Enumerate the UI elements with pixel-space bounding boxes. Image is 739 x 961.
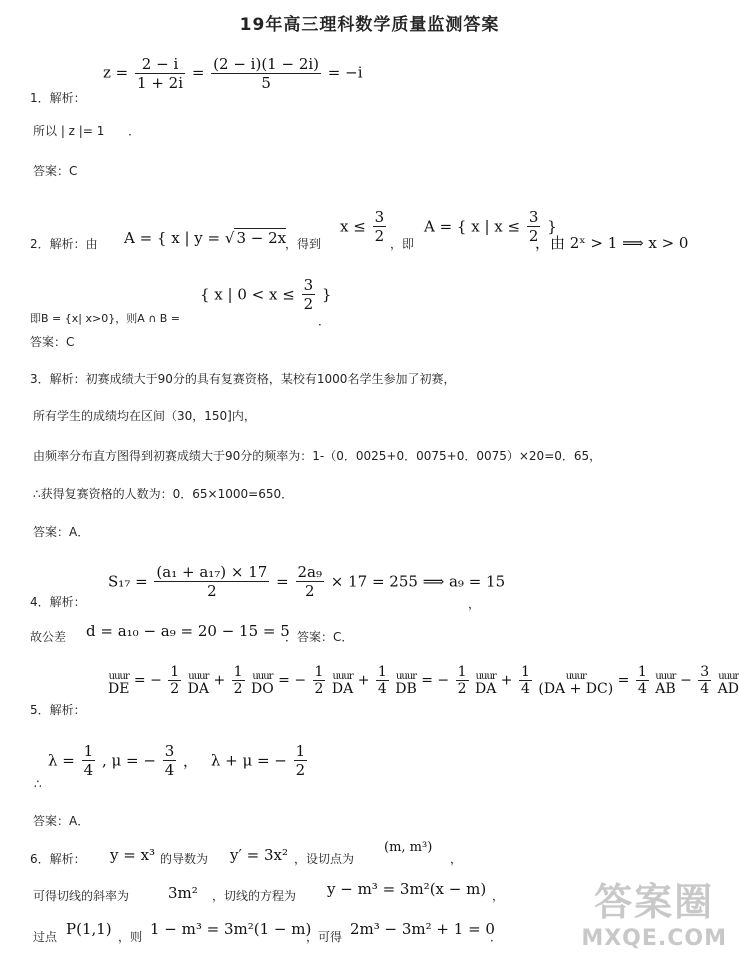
q2-set-res-text: { x | 0 < x ≤ <box>200 285 295 304</box>
q5-frac-c <box>313 664 326 697</box>
q6-P: P(1,1) <box>66 920 112 938</box>
q5-DA-1: DA <box>187 681 209 697</box>
q5-ff-den: 4 <box>520 681 530 697</box>
q5-vec-DO <box>251 673 274 697</box>
q5-fh-num: 3 <box>700 664 710 680</box>
q1-label: 1．解析： <box>30 91 86 105</box>
q5-fe-den: 2 <box>457 681 467 697</box>
watermark-url: MXQE.COM <box>581 926 727 951</box>
q5-arrow-5: uuur <box>395 671 417 682</box>
q1-den1: 1 + 2i <box>137 74 184 92</box>
q3-line3: 由频率分布直方图得到初赛成绩大于90分的频率为：1-（0．0025+0．0075+0．0075）×20=0．65， <box>33 449 602 463</box>
q6-deriv-text: 的导数为 <box>160 852 209 866</box>
q5-eq1: = − <box>133 672 162 689</box>
q5-fc-num: 1 <box>314 664 324 680</box>
q3-line1: 3．解析：初赛成绩大于90分的具有复赛资格，某校有1000名学生参加了初赛， <box>30 372 456 386</box>
q5-mu-num: 3 <box>164 742 175 760</box>
q5-fa-den: 2 <box>170 681 180 697</box>
page-title: 19年高三理科数学质量监测答案 <box>239 15 500 35</box>
q2-setA2-close: } <box>547 217 557 236</box>
q5-fb-num: 1 <box>233 664 243 680</box>
q5-fe-num: 1 <box>457 664 467 680</box>
q2-sqrt-expr: 3 − 2x <box>236 229 287 247</box>
q5-vec-AB <box>655 673 675 697</box>
q1-eq-lhs: z = <box>103 63 129 82</box>
q1-fraction-2 <box>211 55 321 92</box>
q2-frac3-num: 3 <box>303 276 314 294</box>
watermark <box>581 871 727 951</box>
q4-line2-prefix: 故公差 <box>30 630 67 644</box>
q1-num1: 2 − i <box>135 55 185 74</box>
q5-sum-den: 2 <box>295 761 306 779</box>
q6-tail2: ， <box>492 889 505 903</box>
q1-eq-mid: = <box>191 63 205 82</box>
q5-sum-num: 1 <box>295 742 306 760</box>
q5-minus: − <box>680 672 692 689</box>
q6-line2-b: ，切线的方程为 <box>212 889 297 903</box>
q5-frac-a <box>168 664 181 697</box>
q6-slope: 3m² <box>168 884 198 902</box>
q5-sum: λ + μ = − <box>210 751 287 770</box>
q5-fh-den: 4 <box>700 681 710 697</box>
q5-plus-2: + <box>357 672 370 689</box>
q5-DO: DO <box>251 681 274 697</box>
q5-frac-g <box>636 664 649 697</box>
q6-tail1: ， <box>450 852 463 866</box>
q2-set-res-close: } <box>321 285 332 304</box>
q2-x-le-text: x ≤ <box>340 217 366 236</box>
q1-line2-tail: ． <box>128 124 141 138</box>
q6-line2-a: 可得切线的斜率为 <box>33 889 130 903</box>
q2-x-le <box>340 208 388 245</box>
q1-den2: 5 <box>261 74 271 92</box>
q4-line2-tail: ．答案：C． <box>285 630 354 644</box>
q2-you: ，由 2ˣ > 1 ⟹ x > 0 <box>535 234 689 252</box>
q6-eq4: 2m³ − 3m² + 1 = 0 <box>350 920 495 938</box>
q5-AD: AD <box>717 681 739 697</box>
q5-answer: 答案：A． <box>33 814 90 828</box>
q2-line2-prefix: 即B = {x| x>0}，则A ∩ B = <box>30 312 181 325</box>
q2-label: 2．解析：由 <box>30 237 98 251</box>
q2-frac2-den: 2 <box>528 227 539 245</box>
q1-num2: (2 − i)(1 − 2i) <box>213 55 320 73</box>
q5-arrow-8: uuur <box>655 671 676 682</box>
q4-S17: S₁₇ = <box>108 572 148 591</box>
q5-fc-den: 2 <box>314 681 324 697</box>
q5-fg-den: 4 <box>637 681 647 697</box>
q4-tail: ， <box>468 597 481 611</box>
q4-rhs: × 17 = 255 ⟹ a₉ = 15 <box>330 572 506 591</box>
q5-plus-3: + <box>500 672 513 689</box>
q5-eq2: = − <box>278 672 307 689</box>
q4-den2: 2 <box>304 582 315 600</box>
q4-frac-2 <box>296 563 325 600</box>
q5-frac-d <box>376 664 389 697</box>
q6-line-eq: y − m³ = 3m²(x − m) <box>327 880 487 898</box>
q6-eq3: 1 − m³ = 3m²(1 − m) <box>150 920 312 938</box>
q6-line3-b: ，则 <box>118 930 143 944</box>
q5-sum-frac <box>294 742 308 779</box>
q5-lam-den: 4 <box>83 761 94 779</box>
q5-lam-frac <box>82 742 96 779</box>
q6-deriv: y′ = 3x² <box>230 846 289 864</box>
q4-den1: 2 <box>207 582 217 600</box>
q5-vec-DA-2 <box>332 673 353 697</box>
q6-line3-c: ，可得 <box>306 930 343 944</box>
q1-line2 <box>33 125 140 138</box>
q5-arrow-6: uuur <box>475 671 496 682</box>
q5-AB: AB <box>655 681 676 697</box>
q1-eq-rhs: = −i <box>327 63 363 82</box>
q1-answer: 答案：C <box>33 164 78 178</box>
q5-eq3: = − <box>421 672 450 689</box>
q5-arrow-7: uuur <box>565 671 586 682</box>
q5-DE: DE <box>108 681 130 697</box>
q5-vec-DADC <box>538 673 613 697</box>
q5-vec-DE <box>108 673 129 697</box>
q1-equation <box>103 55 363 92</box>
q5-DA-DC: (DA + DC) <box>538 681 614 697</box>
q6-tail3: ． <box>490 930 503 944</box>
q5-comma: ， <box>183 752 199 770</box>
q5-frac-b <box>232 664 245 697</box>
q5-mu-frac <box>163 742 177 779</box>
q5-arrow-9: uuur <box>718 671 739 682</box>
q5-arrow-2: uuur <box>188 671 209 682</box>
q3-answer: 答案：A． <box>33 525 90 539</box>
q4-eq-sign: = <box>276 572 289 591</box>
q5-vec-DA-3 <box>475 673 496 697</box>
q5-vec-DA-1 <box>188 673 209 697</box>
q5-fd-den: 4 <box>377 681 387 697</box>
q5-vector-equation <box>108 664 739 697</box>
q4-frac-1 <box>154 563 269 600</box>
q2-frac3-den: 2 <box>303 295 314 313</box>
q4-num2: 2a₉ <box>297 563 322 581</box>
q5-ff-num: 1 <box>520 664 530 680</box>
watermark-logo: 答案圈 <box>594 880 715 924</box>
q5-lam-num: 1 <box>83 742 94 760</box>
q5-frac-f <box>519 664 532 697</box>
q5-plus-1: + <box>213 672 226 689</box>
q3-line4: ∴获得复赛资格的人数为：0．65×1000=650． <box>33 487 294 501</box>
q5-frac-e <box>456 664 469 697</box>
q6-point: (m, m³) <box>384 840 433 855</box>
q2-ji: ，即 <box>390 237 415 251</box>
q2-sqrt: √ 3 − 2x <box>224 229 287 247</box>
q5-fb-den: 2 <box>233 681 243 697</box>
q5-label: 5．解析： <box>30 703 86 717</box>
q5-DA-3: DA <box>475 681 497 697</box>
q6-label: 6．解析： <box>30 852 86 866</box>
q2-frac1-den: 2 <box>374 227 385 245</box>
q5-fa-num: 1 <box>170 664 180 680</box>
q5-frac-h <box>698 664 711 697</box>
q5-mu-den: 4 <box>164 761 175 779</box>
q2-setA2-text: A = { x | x ≤ <box>424 217 521 236</box>
q2-set-result <box>200 276 331 313</box>
q1-fraction-1 <box>135 55 185 92</box>
q5-vec-AD <box>718 673 739 697</box>
q4-line2-eq: d = a₁₀ − a₉ = 20 − 15 = 5 <box>86 622 290 640</box>
q2-frac-1 <box>373 208 387 245</box>
q2-comma1: ，得到 <box>285 237 322 251</box>
q1-line2-text: 所以 | z |= 1 <box>33 124 105 138</box>
q5-DB: DB <box>395 681 417 697</box>
q6-line3-a: 过点 <box>33 930 58 944</box>
q5-therefore: ∴ <box>34 777 42 791</box>
q2-setA <box>124 229 286 247</box>
q4-label: 4．解析： <box>30 595 86 609</box>
q5-arrow-1: uuur <box>108 671 129 682</box>
q5-arrow-4: uuur <box>332 671 353 682</box>
q4-equation <box>108 563 505 600</box>
q5-eq4: = <box>617 672 630 689</box>
q5-fg-num: 1 <box>637 664 647 680</box>
q4-num1: (a₁ + a₁₇) × 17 <box>156 563 268 581</box>
q2-answer: 答案：C <box>30 335 75 349</box>
q5-arrow-3: uuur <box>252 671 273 682</box>
q2-setA-text: A = { x | y = <box>124 229 221 247</box>
q5-fd-num: 1 <box>377 664 387 680</box>
q2-frac-3 <box>302 276 316 313</box>
q5-vec-DB <box>395 673 417 697</box>
q5-mu: , μ = − <box>101 751 156 770</box>
q2-frac1-num: 3 <box>374 208 385 226</box>
q2-line2-tail: ． <box>318 314 331 328</box>
q5-lam: λ = <box>48 751 75 770</box>
q6-y-eq: y = x³ <box>110 846 156 864</box>
q5-DA-2: DA <box>331 681 354 697</box>
q5-lambda-mu <box>48 742 309 779</box>
q2-frac2-num: 3 <box>528 208 539 226</box>
q3-line2: 所有学生的成绩均在区间（30，150]内， <box>33 409 256 423</box>
q6-tangent-text: ，设切点为 <box>294 852 355 866</box>
